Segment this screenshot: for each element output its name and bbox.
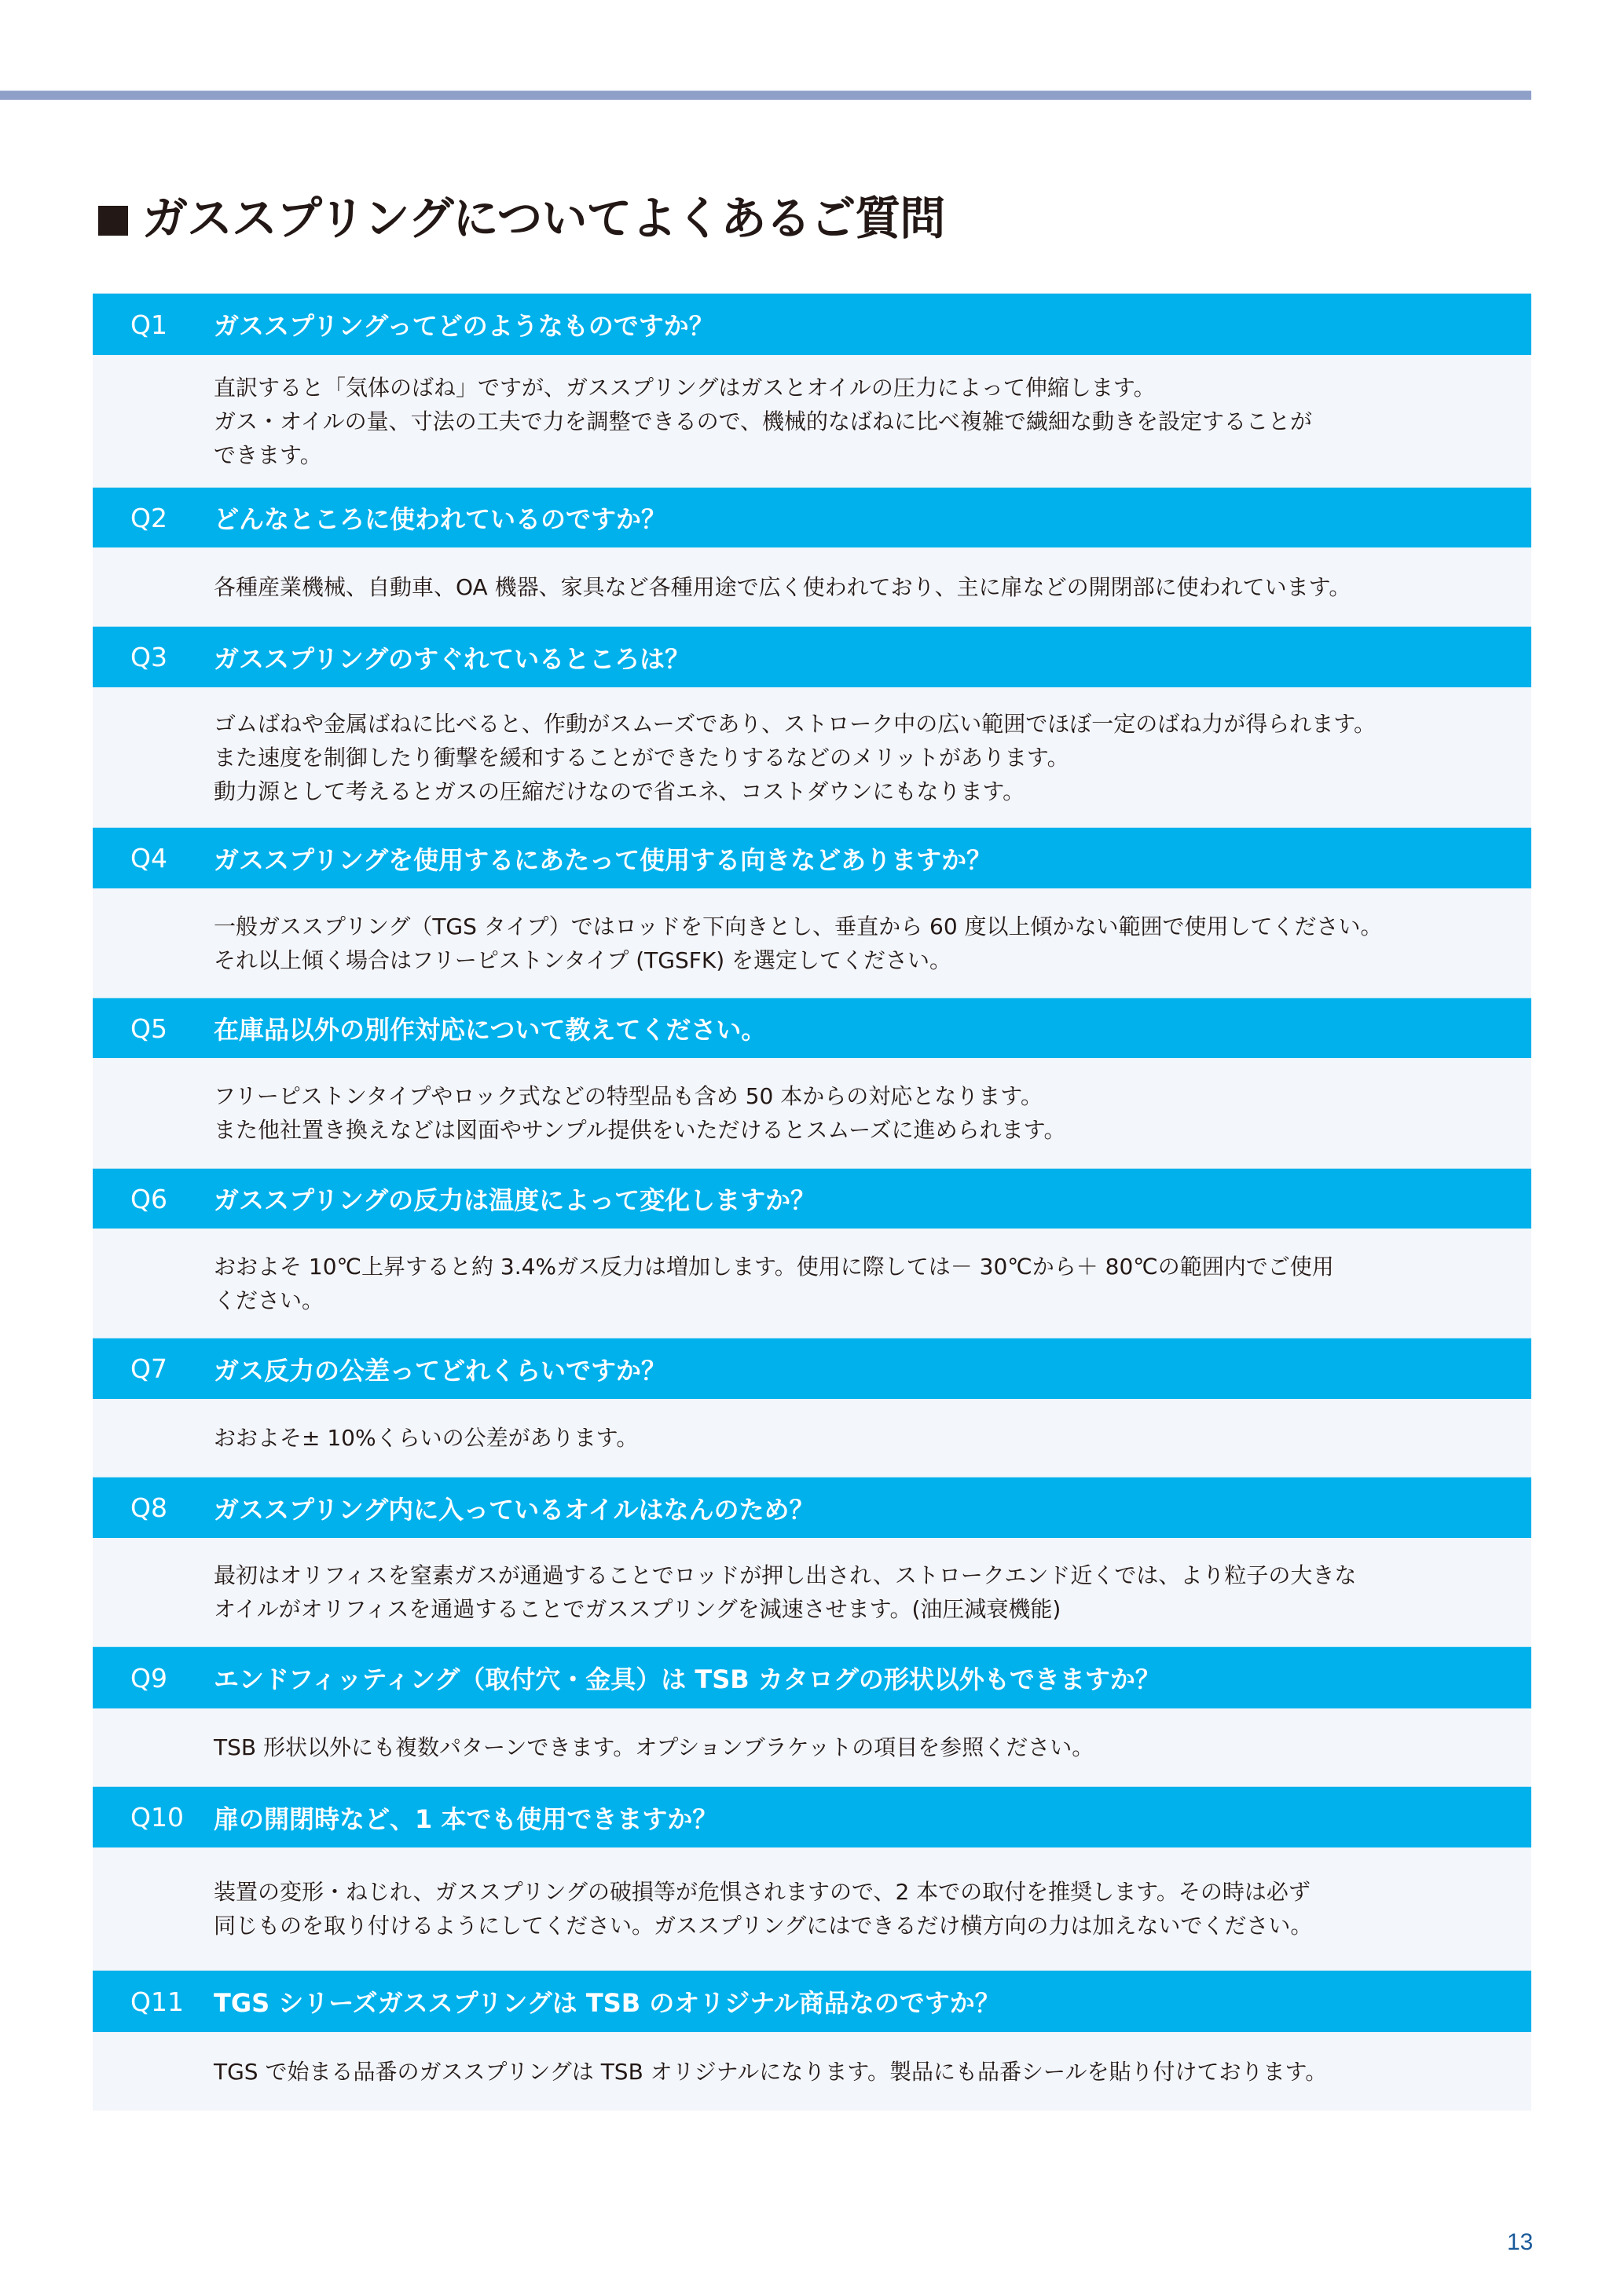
faq-question-q8 bbox=[93, 1477, 1531, 1538]
question-number: Q11 bbox=[130, 1986, 184, 2017]
question-number: Q10 bbox=[130, 1802, 184, 1833]
answer-line: フリーピストンタイプやロック式などの特型品も含め 50 本からの対応となります。 bbox=[214, 1083, 1043, 1109]
answer-line: ガス・オイルの量、寸法の工夫で力を調整できるので、機械的なばねに比べ複雑で繊細な動きを設定することが bbox=[214, 408, 1313, 434]
faq-answer-q5 bbox=[93, 1058, 1531, 1168]
question-text: ガススプリングの反力は温度によって変化しますか？ bbox=[214, 1185, 816, 1215]
faq-question-q1 bbox=[93, 293, 1531, 355]
question-number: Q9 bbox=[130, 1662, 167, 1694]
question-number: Q8 bbox=[130, 1492, 167, 1523]
question-number: Q3 bbox=[130, 642, 167, 672]
answer-line: 最初はオリフィスを窒素ガスが通過することでロッドが押し出され、ストロークエンド近くでは、より粒子の大きな bbox=[214, 1562, 1357, 1588]
faq-question-q7 bbox=[93, 1338, 1531, 1399]
question-text: TGS シリーズガススプリングは TSB のオリジナル商品なのですか？ bbox=[214, 1988, 1000, 2018]
question-text: エンドフィッティング（取付穴・金具）は TSB カタログの形状以外もできますか？ bbox=[214, 1664, 1160, 1694]
question-text: ガススプリングを使用するにあたって使用する向きなどありますか？ bbox=[214, 844, 992, 875]
question-number: Q7 bbox=[130, 1353, 167, 1384]
question-text: ガススプリングってどのようなものですか？ bbox=[214, 311, 714, 341]
answer-line: 直訳すると「気体のばね」ですが、ガススプリングはガスとオイルの圧力によって伸縮します。 bbox=[214, 374, 1156, 401]
answer-line: おおよそ± 10%くらいの公差があります。 bbox=[214, 1425, 639, 1451]
faq-question-q9 bbox=[93, 1646, 1531, 1708]
faq-question-q10 bbox=[93, 1786, 1531, 1847]
answer-line: TSB 形状以外にも複数パターンできます。オプションブラケットの項目を参照ください。 bbox=[214, 1734, 1094, 1760]
faq-answer-q8 bbox=[93, 1538, 1531, 1646]
faq-answer-q6 bbox=[93, 1229, 1531, 1338]
faq-answer-q3 bbox=[93, 687, 1531, 827]
answer-line: ください。 bbox=[214, 1287, 324, 1313]
answer-line: 同じものを取り付けるようにしてください。ガススプリングにはできるだけ横方向の力は加えないでください。 bbox=[214, 1913, 1313, 1939]
answer-line: TGS で始まる品番のガススプリングは TSB オリジナルになります。製品にも品番シールを貼り付けております。 bbox=[214, 2058, 1328, 2085]
faq-question-q5 bbox=[93, 998, 1531, 1058]
question-number: Q5 bbox=[130, 1013, 167, 1044]
question-text: ガス反力の公差ってどれくらいですか？ bbox=[214, 1355, 667, 1386]
page-title-text: ガススプリングについてよくあるご質問 bbox=[142, 192, 945, 245]
answer-line: オイルがオリフィスを通過することでガススプリングを減速させます。(油圧減衰機能) bbox=[214, 1596, 1061, 1622]
answer-line: おおよそ 10℃上昇すると約 3.4%ガス反力は増加します。使用に際しては－ 30℃から＋ 80℃の範囲内でご使用 bbox=[214, 1253, 1334, 1280]
answer-line: また他社置き換えなどは図面やサンプル提供をいただけるとスムーズに進められます。 bbox=[214, 1117, 1066, 1143]
faq-question-q3 bbox=[93, 626, 1531, 687]
answer-line: できます。 bbox=[214, 441, 322, 468]
faq-answer-q11 bbox=[93, 2032, 1531, 2111]
faq-question-q6 bbox=[93, 1168, 1531, 1229]
square-bullet-icon bbox=[98, 206, 128, 236]
page-title bbox=[98, 187, 944, 250]
question-number: Q1 bbox=[130, 309, 167, 340]
faq-answer-q2 bbox=[93, 547, 1531, 626]
question-text: どんなところに使われているのですか？ bbox=[214, 504, 667, 534]
faq-answer-q10 bbox=[93, 1847, 1531, 1970]
faq-answer-q4 bbox=[93, 888, 1531, 998]
answer-line: 装置の変形・ねじれ、ガススプリングの破損等が危惧されますので、2 本での取付を推奨します。その時は必ず bbox=[214, 1879, 1311, 1905]
faq-answer-q7 bbox=[93, 1399, 1531, 1477]
faq-question-q2 bbox=[93, 487, 1531, 547]
faq-answer-q1 bbox=[93, 355, 1531, 487]
top-rule-divider bbox=[0, 90, 1531, 100]
question-number: Q6 bbox=[130, 1183, 167, 1214]
question-number: Q4 bbox=[130, 843, 167, 873]
answer-line: 各種産業機械、自動車、OA 機器、家具など各種用途で広く使われており、主に扉などの開閉部に使われています。 bbox=[214, 573, 1351, 600]
faq-question-q11 bbox=[93, 1970, 1531, 2032]
question-text: ガススプリング内に入っているオイルはなんのため？ bbox=[214, 1494, 815, 1525]
answer-line: 動力源として考えるとガスの圧縮だけなので省エネ、コストダウンにもなります。 bbox=[214, 778, 1025, 804]
page-number: 13 bbox=[1507, 2229, 1534, 2255]
faq-answer-q9 bbox=[93, 1708, 1531, 1786]
question-text: 在庫品以外の別作対応について教えてください。 bbox=[214, 1015, 767, 1045]
answer-line: また速度を制御したり衝撃を緩和することができたりするなどのメリットがあります。 bbox=[214, 744, 1069, 771]
answer-line: それ以上傾く場合はフリーピストンタイプ (TGSFK) を選定してください。 bbox=[214, 947, 952, 973]
answer-line: 一般ガススプリング（TGS タイプ）ではロッドを下向きとし、垂直から 60 度以上傾かない範囲で使用してください。 bbox=[214, 913, 1383, 939]
question-text: ガススプリングのすぐれているところは？ bbox=[214, 643, 691, 674]
faq-question-q4 bbox=[93, 827, 1531, 888]
question-text: 扉の開閉時など、1 本でも使用できますか？ bbox=[214, 1803, 718, 1834]
question-number: Q2 bbox=[130, 502, 167, 533]
answer-line: ゴムばねや金属ばねに比べると、作動がスムーズであり、ストローク中の広い範囲でほぼ一定のばね力が得られます。 bbox=[214, 710, 1376, 737]
